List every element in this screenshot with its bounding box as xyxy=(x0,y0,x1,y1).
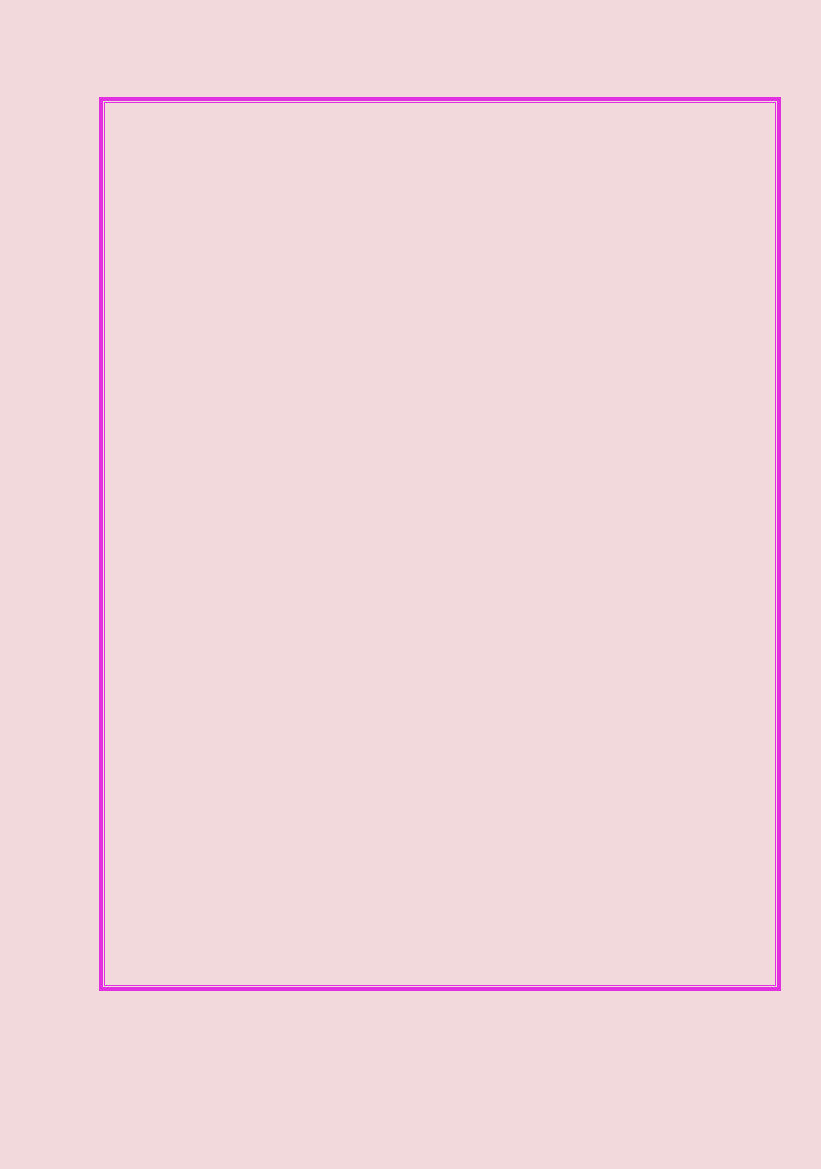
decorative-stars-row xyxy=(143,911,763,991)
worksheet-frame xyxy=(99,97,781,991)
top-decoration-border xyxy=(0,0,821,100)
bottom-decoration-border xyxy=(0,1010,821,1169)
